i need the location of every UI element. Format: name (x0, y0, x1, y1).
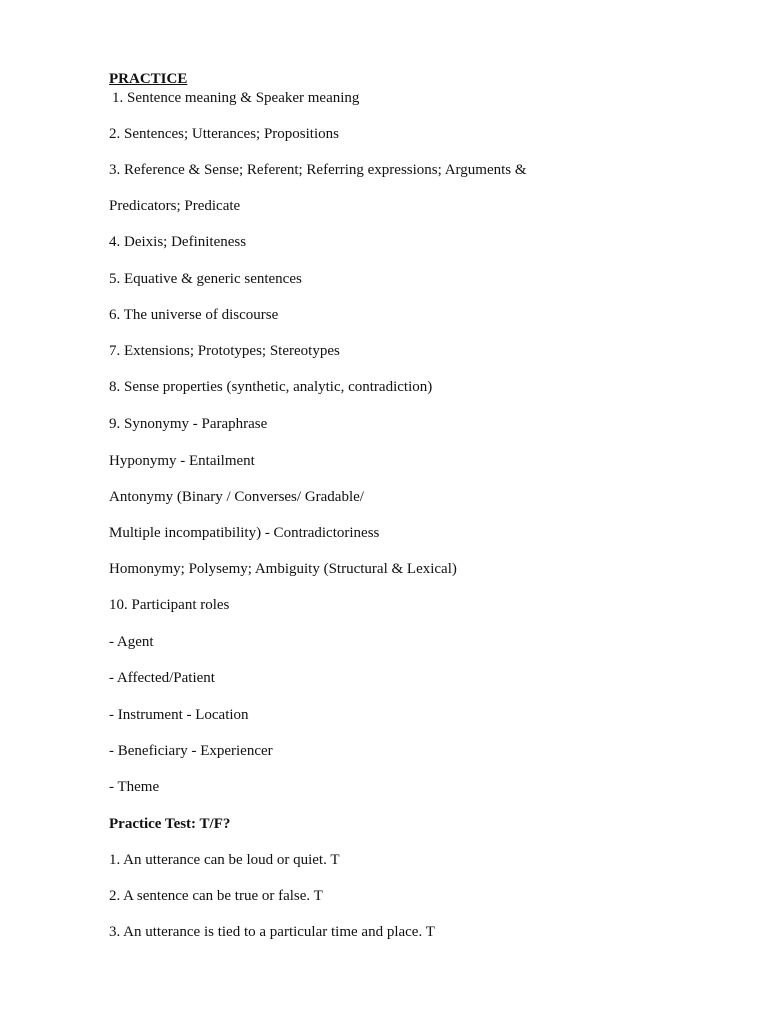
practice-line: 1. Sentence meaning & Speaker meaning (112, 90, 360, 106)
practice-line: 6. The universe of discourse (109, 307, 279, 323)
practice-line: - Beneficiary - Experiencer (109, 743, 273, 759)
practice-line: Multiple incompatibility) - Contradictoriness (109, 525, 380, 541)
practice-line: 9. Synonymy - Paraphrase (109, 416, 268, 432)
practice-line: - Affected/Patient (109, 670, 215, 686)
practice-line: Hyponymy - Entailment (109, 453, 255, 469)
test-item: 1. An utterance can be loud or quiet. T (109, 852, 340, 868)
practice-line: 7. Extensions; Prototypes; Stereotypes (109, 343, 340, 359)
practice-line: Homonymy; Polysemy; Ambiguity (Structural & Lexical) (109, 561, 457, 577)
practice-line: 8. Sense properties (synthetic, analytic, contradiction) (109, 379, 433, 395)
practice-line: - Theme (109, 779, 160, 795)
practice-line: Antonymy (Binary / Converses/ Gradable/ (109, 489, 364, 505)
practice-line: - Agent (109, 634, 154, 650)
test-item: 3. An utterance is tied to a particular time and place. T (109, 924, 435, 940)
practice-line: - Instrument - Location (109, 707, 249, 723)
practice-line: Predicators; Predicate (109, 198, 241, 214)
practice-heading: PRACTICE (109, 71, 188, 87)
practice-line: 5. Equative & generic sentences (109, 271, 302, 287)
practice-line: 10. Participant roles (109, 597, 230, 613)
test-item: 2. A sentence can be true or false. T (109, 888, 323, 904)
practice-line: 2. Sentences; Utterances; Propositions (109, 126, 339, 142)
practice-test-heading: Practice Test: T/F? (109, 816, 231, 832)
practice-line: 3. Reference & Sense; Referent; Referring expressions; Arguments & (109, 162, 527, 178)
practice-line: 4. Deixis; Definiteness (109, 234, 247, 250)
